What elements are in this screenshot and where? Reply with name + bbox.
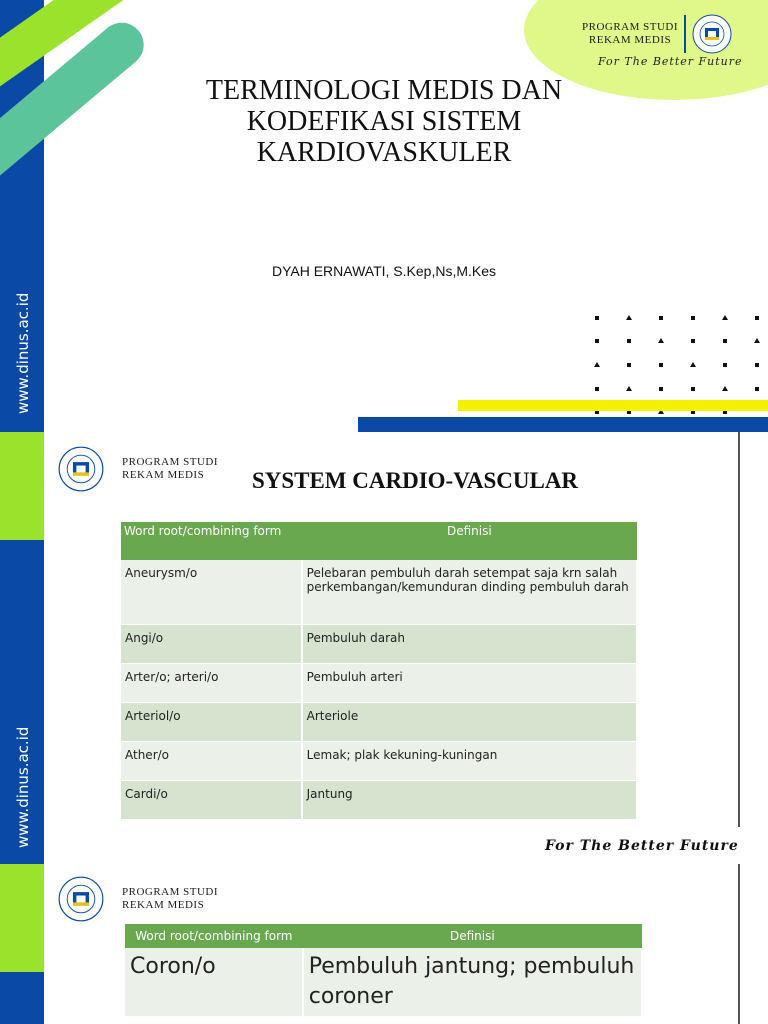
side-bar-lime [0,432,44,540]
slide-title: SYSTEM CARDIO-VASCULAR [251,468,579,493]
content-slide-2 [0,864,768,1024]
definition-cell: Arteriole [302,703,637,742]
tagline-text: For The Better Future [545,838,739,854]
terminology-table [125,924,643,1016]
table-row [121,625,637,664]
author-name: DYAH ERNAWATI, S.Kep,Ns,M.Kes [271,263,497,279]
table-header-row [121,522,637,560]
term-cell: Coron/o [125,948,303,1016]
column-header-term: Word root/combining form [125,924,303,948]
definition-cell: Lemak; plak kekuning-kuningan [302,742,637,781]
table-row [125,948,642,1016]
side-bar-blue-lower [0,972,44,1024]
definition-cell: Pembuluh arteri [302,664,637,703]
program-name: PROGRAM STUDI REKAM MEDIS [582,21,679,46]
content-slide-1 [0,432,768,864]
term-cell: Arter/o; arteri/o [121,664,302,703]
table-row [121,703,637,742]
program-logo [58,446,218,492]
definition-cell: Pembuluh jantung; pembuluh coroner [303,948,642,1016]
definition-cell: Jantung [302,781,637,820]
term-cell: Aneurysm/o [121,560,302,625]
blue-band [358,417,768,432]
logo-divider [684,15,686,53]
term-cell: Angi/o [121,625,302,664]
website-text: www.dinus.ac.id [14,292,32,414]
definition-cell: Pembuluh darah [302,625,637,664]
term-cell: Cardi/o [121,781,302,820]
table-row [121,781,637,820]
presentation-title: TERMINOLOGI MEDIS DAN KODEFIKASI SISTEM KARDIOVASKULER [205,75,563,168]
university-seal-icon [58,446,104,492]
program-name: PROGRAM STUDI REKAM MEDIS [122,886,219,911]
definition-cell: Pelebaran pembuluh darah setempat saja krn salah perkembangan/kemunduran dinding pembuluh darah [302,560,637,625]
column-header-term: Word root/combining form [121,522,302,560]
table-row [121,560,637,625]
yellow-band [458,400,768,411]
program-logo [58,876,218,922]
term-cell: Ather/o [121,742,302,781]
website-text: www.dinus.ac.id [14,726,32,848]
table-row [121,664,637,703]
title-slide [0,0,768,432]
program-logo [582,14,732,54]
decor-vertical-line [738,432,740,827]
terminology-table [121,522,638,820]
term-cell: Arteriol/o [121,703,302,742]
column-header-definition: Definisi [303,924,642,948]
program-name: PROGRAM STUDI REKAM MEDIS [122,456,219,481]
table-row [121,742,637,781]
university-seal-icon [692,14,732,54]
side-bar-lime [0,864,44,972]
university-seal-icon [58,876,104,922]
tagline-text: For The Better Future [598,55,743,68]
column-header-definition: Definisi [302,522,637,560]
decor-vertical-line [738,864,740,1024]
table-header-row [125,924,642,948]
